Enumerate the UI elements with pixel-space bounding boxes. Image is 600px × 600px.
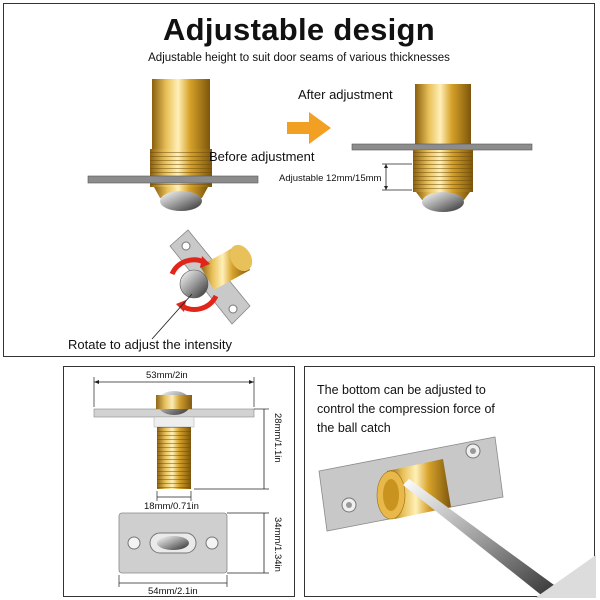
before-adjustment-label: Before adjustment [209,149,315,164]
diameter-label: 18mm/0.71in [144,501,199,512]
ball-catch-dimension-drawing [64,367,296,598]
adjustable-range-label: Adjustable 12mm/15mm [279,173,382,184]
page-title: Adjustable design [162,12,436,47]
plate-height-label: 34mm/1.34in [272,517,283,572]
after-adjustment-label: After adjustment [298,87,393,102]
rotate-label: Rotate to adjust the intensity [68,337,233,352]
adjustable-design-panel [3,3,595,357]
plate-width-label: 54mm/2.1in [148,586,198,597]
rotate-adjust-illustration [4,4,600,364]
height-right-label: 28mm/1.1in [272,413,283,463]
screwdriver-adjust-illustration [305,367,596,598]
dimensions-panel [63,366,295,597]
page-subtitle: Adjustable height to suit door seams of various thicknesses [148,52,450,64]
bottom-adjust-description: The bottom can be adjusted to control the compression force of the ball catch [317,383,495,435]
width-top-label: 53mm/2in [146,370,188,381]
bottom-adjust-panel [304,366,595,597]
